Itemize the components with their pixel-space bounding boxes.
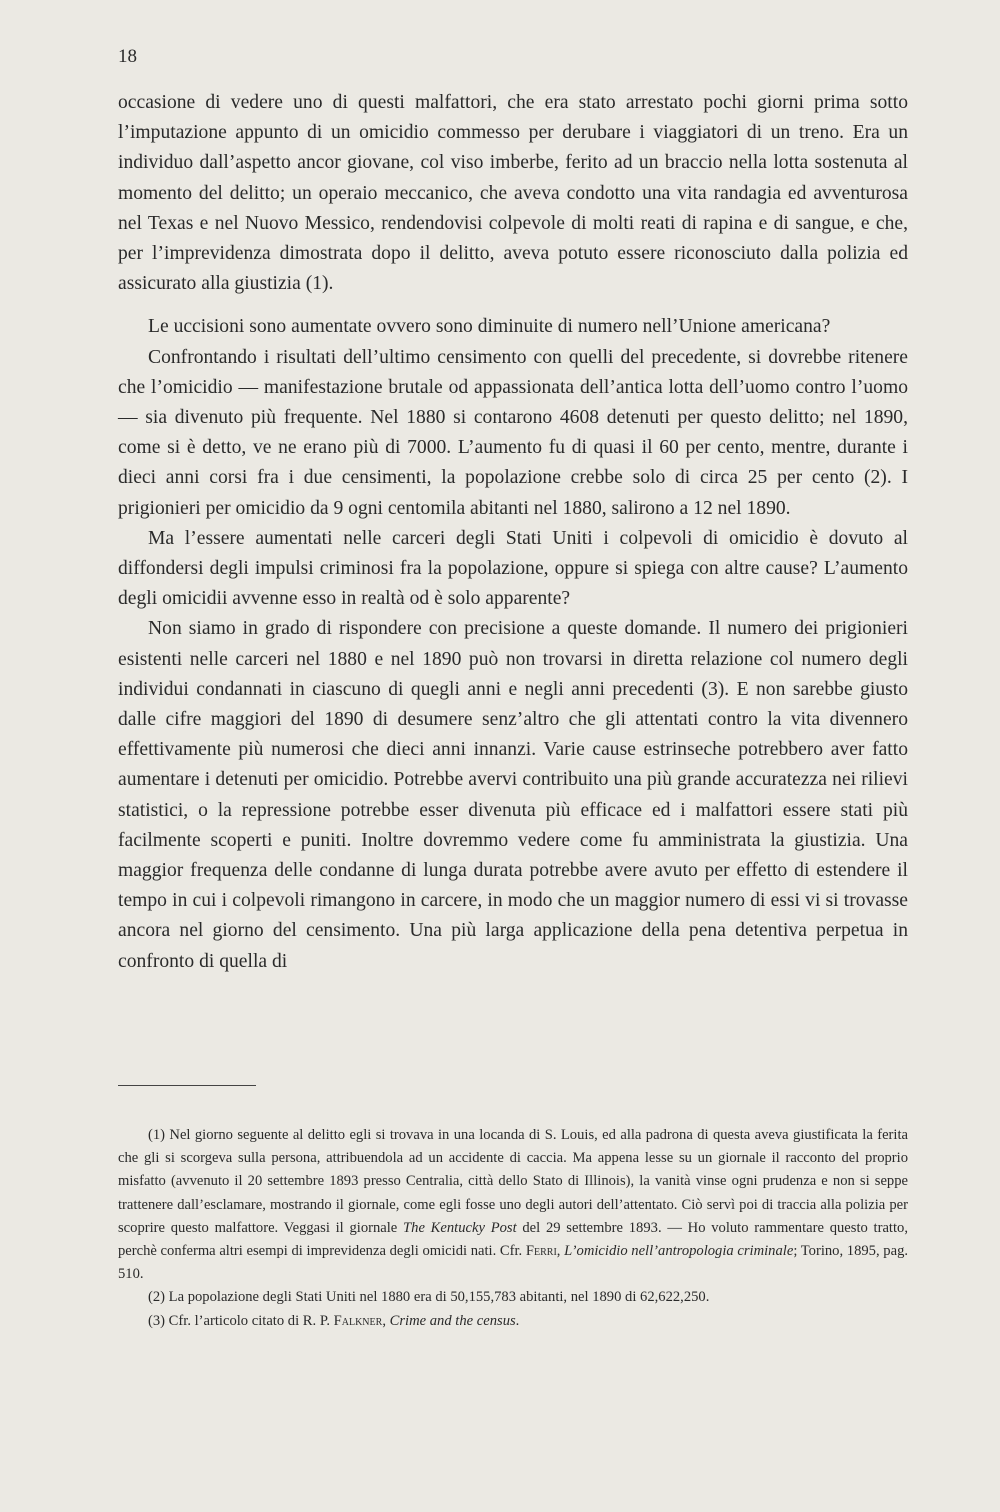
footnote-3-text-c: . <box>515 1312 520 1329</box>
footnote-1-newspaper: The Kentucky Post <box>403 1219 517 1236</box>
paragraph-answer: Non siamo in grado di rispondere con precisione a queste domande. Il numero dei prigionieri esistenti nelle carceri nel 1880 e nel 1890 può non trovarsi in diretta relazione col numero degli individui condannati in ciascuno di quegli anni e negli anni precedenti (3). E non sarebbe giusto dalle cifre maggiori del 1890 di desumere senz’altro che gli attentati contro la vita divennero effettivamente più numerosi che dieci anni innanzi. Varie cause estrinseche potrebbero aver fatto aumentare i detenuti per omicidio. Potrebbe avervi contribuito una più grande accuratezza nei rilievi statistici, o la repressione potrebbe esser divenuta più efficace ed i malfattori essere stati più facilmente scoperti e puniti. Inoltre dovremmo vedere come fu amministrata la giustizia. Una maggior frequenza delle condanne di lunga durata potrebbe avere avuto per effetto di estendere il tempo in cui i colpevoli rimangono in carcere, in modo che un maggior numero di essi vi si trovasse ancora nel giorno del censimento. Una più larga applicazione della pena detentiva perpetua in confronto di quella di <box>118 618 908 972</box>
footnote-1 <box>118 1124 908 1286</box>
footnote-1-author: Ferri <box>525 1243 557 1260</box>
paragraph-census-comparison: Confrontando i risultati dell’ultimo censimento con quelli del precedente, si dovrebbe ritenere che l’omicidio — manifestazione brutale od appassionata dell’antica lotta dell’uomo contro l’uomo — sia divenuto più frequente. Nel 1880 si contarono 4608 detenuti per questo delitto; nel 1890, come si è detto, ve ne erano più di 7000. L’aumento fu di quasi il 60 per cento, mentre, durante i dieci anni corsi fra i due censimenti, la popolazione crebbe solo di circa 25 per cento (2). I prigionieri per omicidio da 9 ogni centomila abitanti nel 1880, salirono a 12 nel 1890. <box>118 346 908 519</box>
footnotes <box>118 1124 908 1333</box>
footnote-3-title: Crime and the census <box>389 1312 516 1329</box>
footnote-1-text-a: (1) Nel giorno seguente al delitto egli si trovava in una locanda di S. Louis, ed alla padrona di questa aveva giustificata la ferita che gli si scorgeva sulla persona, attribuendola ad un accidente di caccia. Ma appena lesse su un giornale il racconto del proprio misfatto (avvenuto il 20 settembre 1893 presso Centralia, città dello Stato di Illinois), la vanità vinse ogni prudenza e non si seppe trattenere dall’esclamare, mostrando il giornale, come egli fosse uno degli autori dell’attentato. Ciò servì poi di traccia alla polizia per scoprire questo malfattore. Veggasi il giornale <box>118 1127 908 1236</box>
paragraph-causes-question: Ma l’essere aumentati nelle carceri degli Stati Uniti i colpevoli di omicidio è dovuto al diffondersi degli impulsi criminosi fra la popolazione, oppure si spiega con altre cause? L’aumento degli omicidii avvenne esso in realtà od è solo apparente? <box>118 527 908 610</box>
footnote-1-text-d: ; Torino, 1895, pag. 510. <box>118 1243 909 1283</box>
footnote-3-text-a: (3) Cfr. l’articolo citato di R. P. <box>148 1312 334 1329</box>
footnote-1-text-c: , <box>556 1243 565 1260</box>
page-number: 18 <box>118 46 137 67</box>
footnote-2: (2) La popolazione degli Stati Uniti nel 1880 era di 50,155,783 abitanti, nel 1890 di 62,622,250. <box>148 1289 710 1306</box>
paragraph-continuation: occasione di vedere uno di questi malfattori, che era stato arrestato pochi giorni prima sotto l’imputazione appunto di un omicidio commesso per derubare i viaggiatori di un treno. Era un individuo dall’aspetto ancor giovane, col viso imberbe, ferito ad un braccio nella lotta sostenuta al momento del delitto; un operaio meccanico, che aveva condotto una vita randagia ed avventurosa nel Texas e nel Nuovo Messico, rendendovisi colpevole di molti reati di rapina e di sangue, e che, per l’imprevidenza dimostrata dopo il delitto, aveva potuto essere riconosciuto dalla polizia ed assicurato alla giustizia (1). <box>118 92 908 295</box>
footnote-1-text-b: del 29 settembre 1893. — Ho voluto rammentare questo tratto, perchè conferma altri esempi di imprevidenza degli omicidi nati. Cfr. <box>118 1219 908 1260</box>
footnote-3 <box>118 1310 908 1333</box>
footnote-1-book: L’omicidio nell’antropologia criminale <box>564 1243 794 1260</box>
footnote-3-text-b: , <box>382 1312 390 1329</box>
footnote-3-author: Falkner <box>333 1312 383 1329</box>
paragraph-question: Le uccisioni sono aumentate ovvero sono diminuite di numero nell’Unione americana? <box>148 316 831 338</box>
body-text <box>118 88 908 977</box>
footnote-separator <box>118 1085 256 1086</box>
